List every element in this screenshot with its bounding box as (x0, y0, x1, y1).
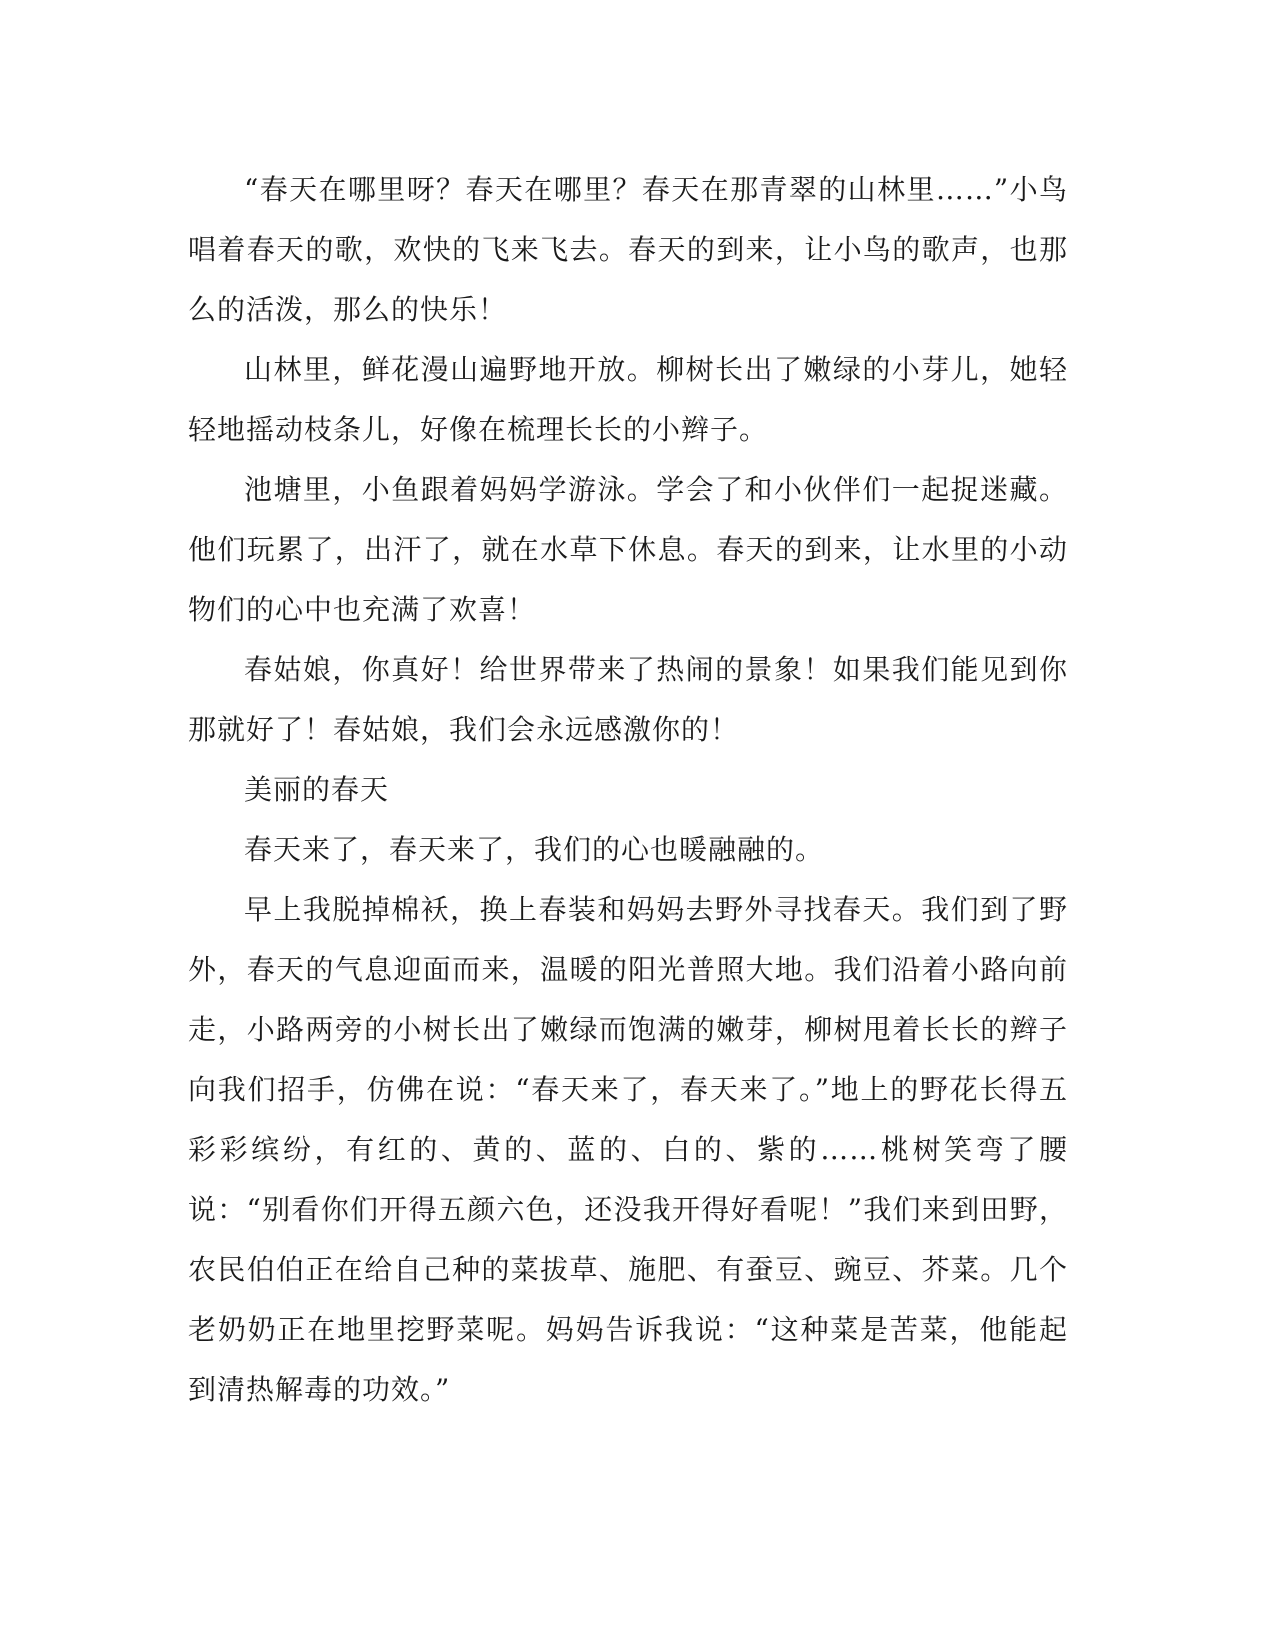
document-body (188, 160, 1068, 1420)
paragraph-mountain-forest: 山林里，鲜花漫山遍野地开放。柳树长出了嫩绿的小芽儿，她轻轻地摇动枝条儿，好像在梳理长长的小辫子。 (188, 353, 1068, 446)
paragraph-outing: 早上我脱掉棉袄，换上春装和妈妈去野外寻找春天。我们到了野外，春天的气息迎面而来，温暖的阳光普照大地。我们沿着小路向前走，小路两旁的小树长出了嫩绿而饱满的嫩芽，柳树甩着长长的辫子向我们招手，仿佛在说：“春天来了，春天来了。”地上的野花长得五彩彩缤纷，有红的、黄的、蓝的、白的、紫的……桃树笑弯了腰说：“别看你们开得五颜六色，还没我开得好看呢！”我们来到田野，农民伯伯正在给自己种的菜拔草、施肥、有蚕豆、豌豆、芥菜。几个老奶奶正在地里挖野菜呢。妈妈告诉我说：“这种菜是苦菜，他能起到清热解毒的功效。” (188, 893, 1068, 1406)
paragraph-spring-girl: 春姑娘，你真好！给世界带来了热闹的景象！如果我们能见到你那就好了！春姑娘，我们会永远感激你的！ (188, 653, 1068, 746)
section-title: 美丽的春天 (244, 773, 390, 806)
paragraph-spring-arrives: 春天来了，春天来了，我们的心也暖融融的。 (244, 833, 825, 866)
paragraph-bird-song: “春天在哪里呀？春天在哪里？春天在那青翠的山林里……”小鸟唱着春天的歌，欢快的飞来飞去。春天的到来，让小鸟的歌声，也那么的活泼，那么的快乐！ (188, 173, 1068, 326)
paragraph-pond: 池塘里，小鱼跟着妈妈学游泳。学会了和小伙伴们一起捉迷藏。他们玩累了，出汗了，就在水草下休息。春天的到来，让水里的小动物们的心中也充满了欢喜！ (188, 473, 1068, 626)
